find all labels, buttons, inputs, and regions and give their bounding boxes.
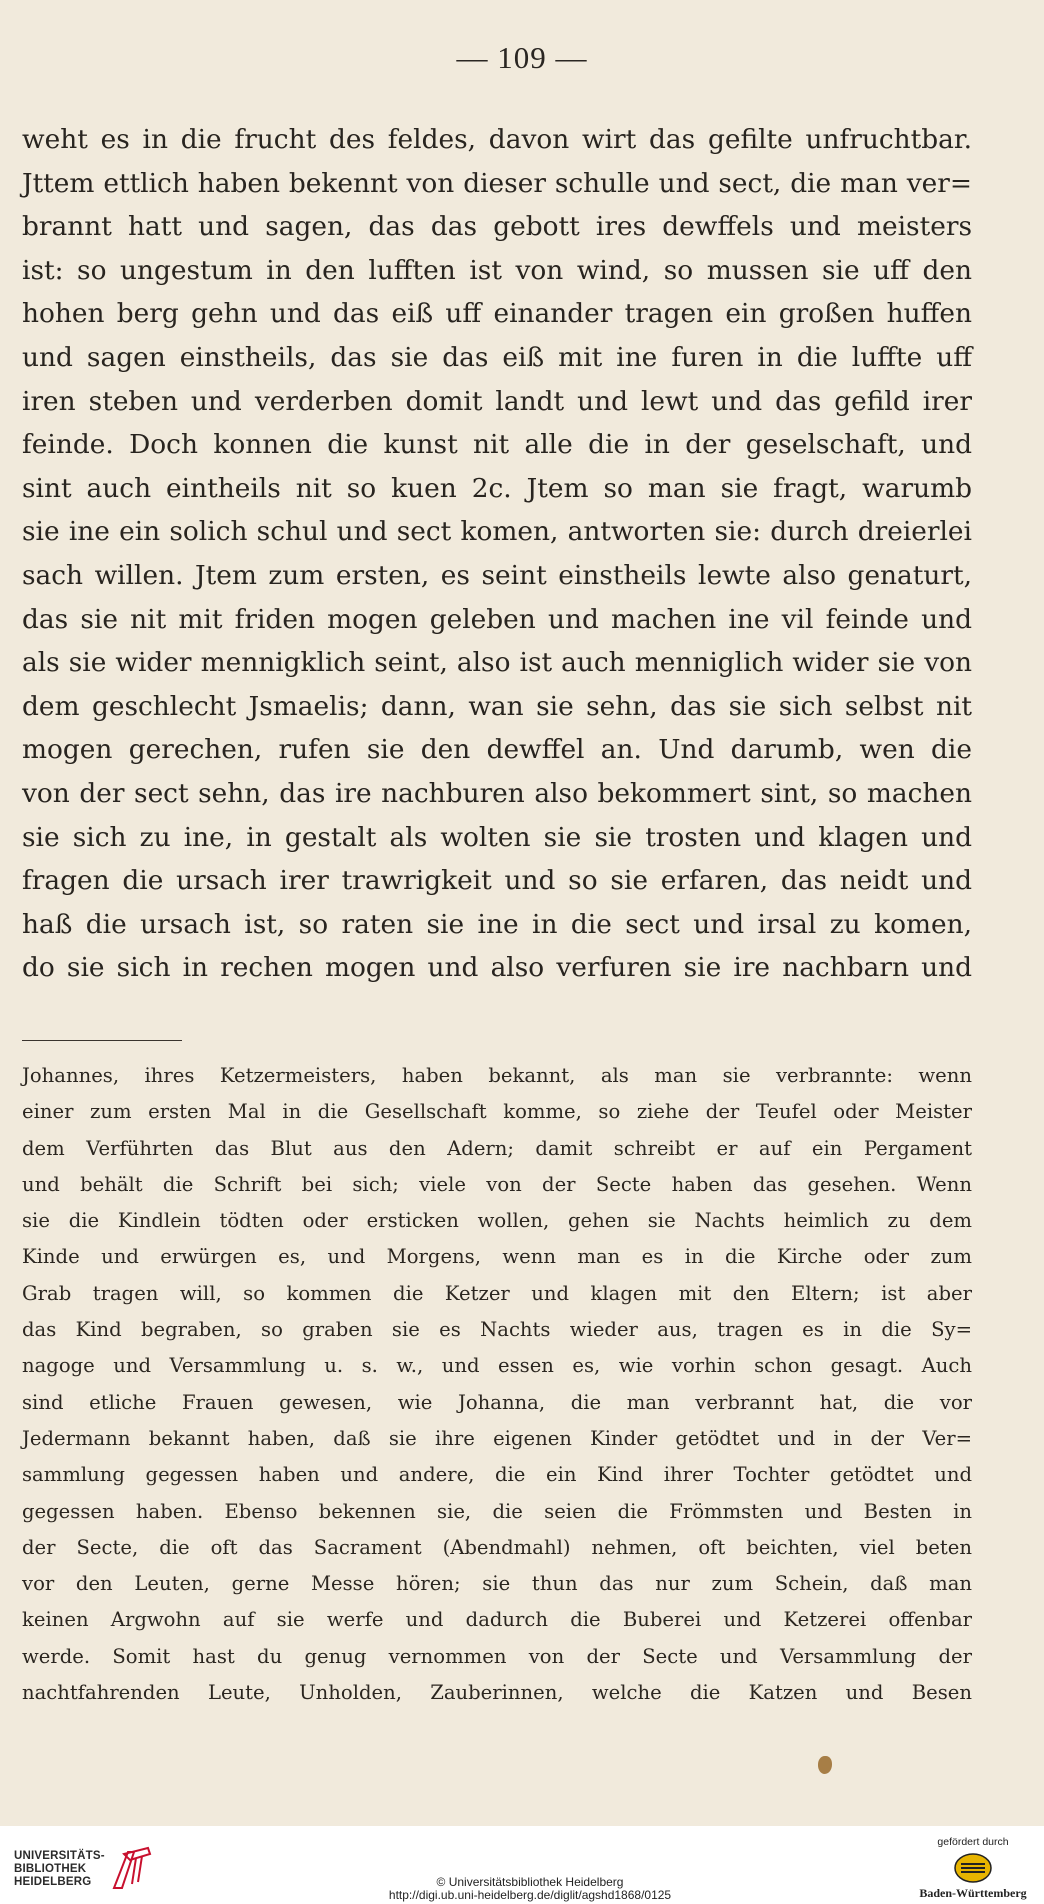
footnote-line: Jedermann bekannt haben, daß sie ihre eigenen Kinder getödtet und in der Ver= [22,1426,972,1450]
footnote-line: Johannes, ihres Ketzermeisters, haben bekannt, als man sie verbrannte: wenn [22,1064,972,1087]
ink-stain [818,1756,832,1774]
permalink[interactable]: http://digi.ub.uni-heidelberg.de/diglit/agshd1868/0125 [388,1888,672,1902]
footnote-line: gegessen haben. Ebenso bekennen sie, die seien die Frömmsten und Besten in [22,1499,972,1523]
body-text-line: von der sect sehn, das ire nachburen also bekommert sint, so machen [22,777,972,809]
footnote-line: nagoge und Versammlung u. s. w., und essen es, wie vorhin schon gesagt. Auch [22,1354,972,1378]
body-text-line: weht es in die frucht des feldes, davon wirt das gefilte unfruchtbar. [22,124,972,155]
body-text-line: sach willen. Jtem zum ersten, es seint einstheils lewte also genaturt, [22,559,972,591]
funding-label: gefördert durch [937,1836,1009,1848]
state-crest-icon [953,1852,993,1884]
footnote-line: vor den Leuten, gerne Messe hören; sie thun das nur zum Schein, daß man [22,1572,972,1596]
citation-block [300,1876,760,1902]
footnote-line: sind etliche Frauen gewesen, wie Johanna, die man verbrannt hat, die vor [22,1390,972,1414]
digitization-footer [0,1826,1044,1904]
funding-state: Baden-Württemberg [919,1886,1027,1900]
body-text-line: sie sich zu ine, in gestalt als wolten sie sie trosten und klagen und [22,821,972,853]
body-text-line: als sie wider mennigklich seint, also ist auch menniglich wider sie von [22,647,972,679]
page-number: — 109 — [456,40,588,75]
library-logo-icon [108,1844,158,1894]
footnote-line: einer zum ersten Mal in die Gesellschaft komme, so ziehe der Teufel oder Meister [22,1100,972,1124]
footnote-line: das Kind begraben, so graben sie es Nachts wieder aus, tragen es in die Sy= [22,1318,972,1342]
funding-block [908,1836,1038,1900]
body-text-line: brannt hatt und sagen, das das gebott ires dewffels und meisters [22,211,972,243]
library-name-line: BIBLIOTHEK [14,1863,87,1875]
footnote-line: sie die Kindlein tödten oder ersticken wollen, gehen sie Nachts heimlich zu dem [22,1209,972,1233]
body-text-line: sint auch eintheils nit so kuen 2c. Jtem so man sie fragt, warumb [22,472,972,504]
body-text-line: iren steben und verderben domit landt und lewt und das gefild irer [22,385,972,417]
footnote-line: werde. Somit hast du genug vernommen von der Secte und Versammlung der [22,1644,972,1668]
body-text-line: haß die ursach ist, so raten sie ine in die sect und irsal zu komen, [22,908,972,940]
footnote-line: Grab tragen will, so kommen die Ketzer und klagen mit den Eltern; ist aber [22,1281,972,1305]
footnote-block [22,1058,972,1711]
body-text-line: fragen die ursach irer trawrigkeit und so sie erfaren, das neidt und [22,865,972,897]
footnote-line: dem Verführten das Blut aus den Adern; damit schreibt er auf ein Pergament [22,1136,972,1160]
body-text-line: mogen gerechen, rufen sie den dewffel an. Und darumb, wen die [22,734,972,766]
footnote-divider [22,1040,182,1041]
footnote-line: Kinde und erwürgen es, und Morgens, wenn man es in die Kirche oder zum [22,1245,972,1269]
library-name-line: UNIVERSITÄTS- [14,1850,105,1862]
library-name-line: HEIDELBERG [14,1876,92,1888]
main-text-block [22,118,972,990]
body-text-line: hohen berg gehn und das eiß uff einander tragen ein großen huffen [22,298,972,330]
footnote-line: sammlung gegessen haben und andere, die ein Kind ihrer Tochter getödtet und [22,1463,972,1487]
body-text-line: sie ine ein solich schul und sect komen, antworten sie: durch dreierlei [22,516,972,548]
body-text-line: und sagen einstheils, das sie das eiß mit ine furen in die luffte uff [22,341,972,373]
body-text-line: dem geschlecht Jsmaelis; dann, wan sie sehn, das sie sich selbst nit [22,690,972,722]
footnote-line: der Secte, die oft das Sacrament (Abendmahl) nehmen, oft beichten, viel beten [22,1535,972,1559]
body-text-line: feinde. Doch konnen die kunst nit alle die in der geselschaft, und [22,429,972,461]
footnote-line: keinen Argwohn auf sie werfe und dadurch die Buberei und Ketzerei offenbar [22,1608,972,1632]
body-text-line: ist: so ungestum in den lufften ist von wind, so mussen sie uff den [22,254,972,286]
body-text-line: Jttem ettlich haben bekennt von dieser schulle und sect, die man ver= [22,167,972,199]
body-text-line: das sie nit mit friden mogen geleben und machen ine vil feinde und [22,603,972,635]
copyright-text: © Universitätsbibliothek Heidelberg [436,1875,624,1889]
footnote-line: nachtfahrenden Leute, Unholden, Zauberinnen, welche die Katzen und Besen [22,1681,972,1705]
footnote-line: und behält die Schrift bei sich; viele von der Secte haben das gesehen. Wenn [22,1172,972,1196]
library-logo[interactable] [14,1850,154,1894]
body-text-line: do sie sich in rechen mogen und also verfuren sie ire nachbarn und [22,952,972,984]
